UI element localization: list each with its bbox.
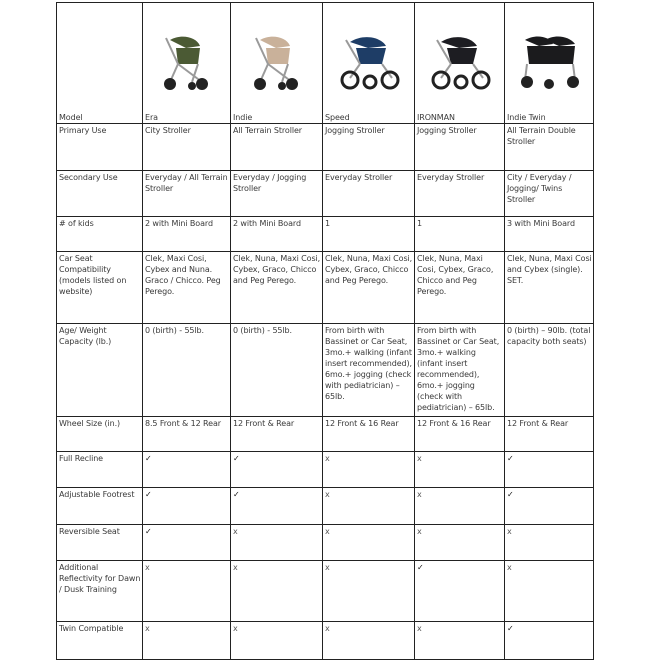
- cross-icon: x: [323, 622, 415, 660]
- row-label: Age/ Weight Capacity (lb.): [57, 324, 143, 417]
- row-label: Secondary Use: [57, 171, 143, 217]
- model-header-cell: [231, 3, 323, 124]
- table-cell: 8.5 Front & 12 Rear: [143, 417, 231, 452]
- table-cell: Clek, Nuna, Maxi Cosi and Cybex (single). SET.: [505, 252, 594, 324]
- model-name: IRONMAN: [417, 113, 455, 122]
- cross-icon: x: [415, 525, 505, 561]
- model-name: Indie: [233, 113, 253, 122]
- table-cell: Jogging Stroller: [323, 124, 415, 171]
- table-cell: From birth with Bassinet or Car Seat, 3mo.+ walking (infant insert recommended), 6mo.+ jogging (check with pediatrician) – 65lb.: [323, 324, 415, 417]
- table-cell: From birth with Bassinet or Car Seat, 3mo.+ walking (infant insert recommended), 6mo.+ jogging (check with pediatrician) – 65lb.: [415, 324, 505, 417]
- check-icon: ✓: [505, 452, 594, 488]
- cross-icon: x: [231, 561, 323, 622]
- table-cell: 0 (birth) - 55lb.: [143, 324, 231, 417]
- cross-icon: x: [415, 488, 505, 525]
- check-icon: ✓: [231, 452, 323, 488]
- table-cell: 12 Front & Rear: [505, 417, 594, 452]
- table-cell: Everyday Stroller: [323, 171, 415, 217]
- row-label: # of kids: [57, 217, 143, 252]
- table-row: [57, 452, 594, 488]
- cross-icon: x: [231, 622, 323, 660]
- table-cell: 3 with Mini Board: [505, 217, 594, 252]
- check-icon: ✓: [143, 452, 231, 488]
- table-cell: Everyday / Jogging Stroller: [231, 171, 323, 217]
- row-label: Car Seat Compatibility (models listed on website): [57, 252, 143, 324]
- table-cell: 2 with Mini Board: [231, 217, 323, 252]
- table-cell: All Terrain Double Stroller: [505, 124, 594, 171]
- check-icon: ✓: [505, 622, 594, 660]
- table-row: [57, 488, 594, 525]
- cross-icon: x: [323, 561, 415, 622]
- comparison-table: [56, 2, 594, 660]
- table-cell: Jogging Stroller: [415, 124, 505, 171]
- table-cell: 0 (birth) – 90lb. (total capacity both seats): [505, 324, 594, 417]
- stroller-image: [233, 28, 321, 98]
- table-cell: Everyday / All Terrain Stroller: [143, 171, 231, 217]
- cross-icon: x: [323, 452, 415, 488]
- table-row: [57, 525, 594, 561]
- table-row: [57, 124, 594, 171]
- row-label: Reversible Seat: [57, 525, 143, 561]
- cross-icon: x: [505, 525, 594, 561]
- table-row: [57, 622, 594, 660]
- table-cell: Clek, Nuna, Maxi Cosi, Cybex, Graco, Chicco and Peg Perego.: [231, 252, 323, 324]
- row-label: Additional Reflectivity for Dawn / Dusk Training: [57, 561, 143, 622]
- table-cell: City / Everyday / Jogging/ Twins Stroller: [505, 171, 594, 217]
- row-label: Adjustable Footrest: [57, 488, 143, 525]
- table-cell: City Stroller: [143, 124, 231, 171]
- model-name: Era: [145, 113, 158, 122]
- table-row: [57, 324, 594, 417]
- check-icon: ✓: [143, 525, 231, 561]
- model-header-cell: [415, 3, 505, 124]
- table-cell: 12 Front & 16 Rear: [323, 417, 415, 452]
- table-cell: 12 Front & Rear: [231, 417, 323, 452]
- table-cell: 1: [323, 217, 415, 252]
- header-label-cell: [57, 3, 143, 124]
- model-header-cell: [143, 3, 231, 124]
- stroller-image: [145, 28, 229, 98]
- model-header-cell: [505, 3, 594, 124]
- table-row: [57, 217, 594, 252]
- table-cell: 12 Front & 16 Rear: [415, 417, 505, 452]
- model-name: Indie Twin: [507, 113, 546, 122]
- table-cell: Clek, Maxi Cosi, Cybex and Nuna. Graco / Chicco. Peg Perego.: [143, 252, 231, 324]
- row-label: Primary Use: [57, 124, 143, 171]
- check-icon: ✓: [231, 488, 323, 525]
- cross-icon: x: [323, 525, 415, 561]
- model-header-cell: [323, 3, 415, 124]
- row-label: Twin Compatible: [57, 622, 143, 660]
- model-name: Model: [59, 113, 83, 122]
- table-row: [57, 171, 594, 217]
- cross-icon: x: [143, 622, 231, 660]
- table-cell: Clek, Nuna, Maxi Cosi, Cybex, Graco, Chicco and Peg Perego.: [323, 252, 415, 324]
- table-cell: All Terrain Stroller: [231, 124, 323, 171]
- table-cell: 0 (birth) - 55lb.: [231, 324, 323, 417]
- stroller-image: [325, 28, 413, 98]
- table-row: [57, 252, 594, 324]
- table-row: [57, 561, 594, 622]
- table-cell: 2 with Mini Board: [143, 217, 231, 252]
- table-cell: Clek, Nuna, Maxi Cosi, Cybex, Graco, Chicco and Peg Perego.: [415, 252, 505, 324]
- stroller-image: [507, 28, 592, 98]
- table-cell: Everyday Stroller: [415, 171, 505, 217]
- stroller-image: [417, 28, 503, 98]
- cross-icon: x: [415, 452, 505, 488]
- check-icon: ✓: [415, 561, 505, 622]
- cross-icon: x: [505, 561, 594, 622]
- check-icon: ✓: [143, 488, 231, 525]
- cross-icon: x: [231, 525, 323, 561]
- row-label: Full Recline: [57, 452, 143, 488]
- table-row: [57, 417, 594, 452]
- cross-icon: x: [323, 488, 415, 525]
- cross-icon: x: [143, 561, 231, 622]
- row-label: Wheel Size (in.): [57, 417, 143, 452]
- check-icon: ✓: [505, 488, 594, 525]
- cross-icon: x: [415, 622, 505, 660]
- model-name: Speed: [325, 113, 350, 122]
- table-cell: 1: [415, 217, 505, 252]
